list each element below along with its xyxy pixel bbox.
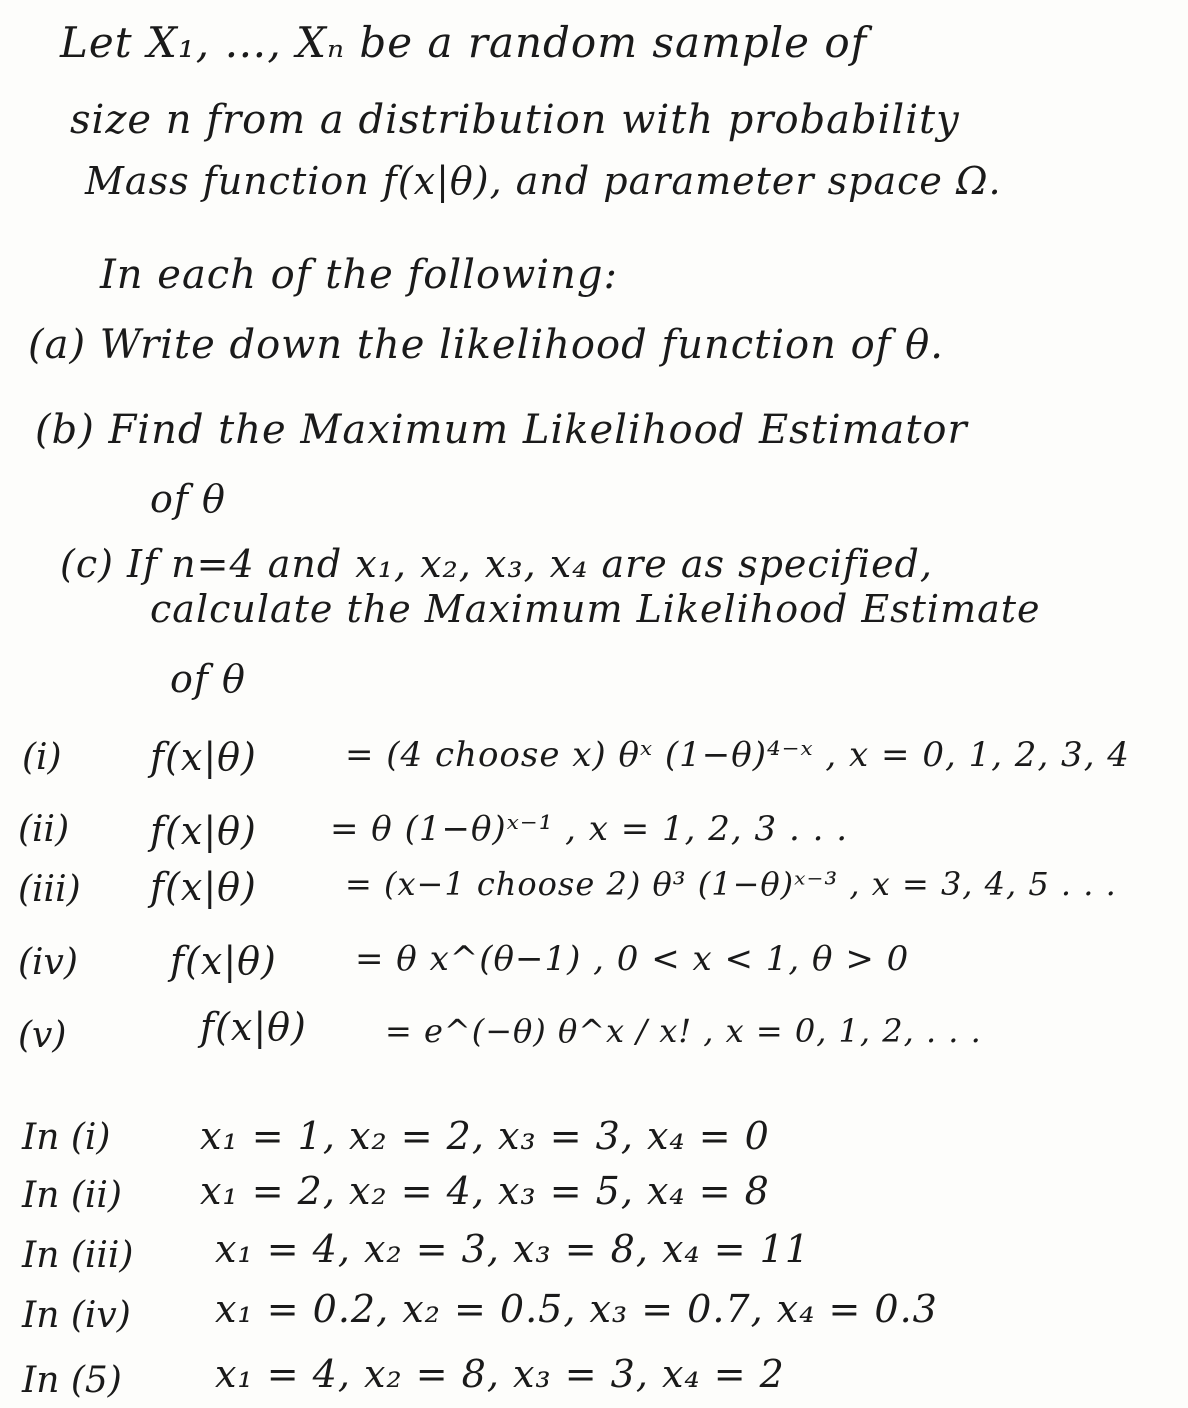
instructions-lead: In each of the following: (100, 252, 618, 298)
instruction-c-line-3: of θ (170, 657, 246, 701)
instruction-c-line-2: calculate the Maximum Likelihood Estimate (150, 587, 1041, 631)
instruction-c-line-1: (c) If n=4 and x₁, x₂, x₃, x₄ are as specified, (60, 542, 933, 586)
function-rhs-ii: = θ (1−θ)ˣ⁻¹ , x = 1, 2, 3 . . . (330, 809, 849, 849)
function-label-i: (i) (22, 737, 62, 778)
function-label-iv: (iv) (18, 942, 78, 983)
instruction-a: (a) Write down the likelihood function of θ. (28, 322, 944, 368)
function-label-v: (v) (18, 1015, 67, 1056)
intro-line-2: size n from a distribution with probability (70, 97, 960, 143)
data-label-v: In (5) (22, 1360, 122, 1401)
function-lhs-iv: f(x|θ) (170, 939, 277, 983)
data-label-iv: In (iv) (22, 1295, 131, 1336)
data-values-iii: x₁ = 4, x₂ = 3, x₃ = 8, x₄ = 11 (215, 1227, 811, 1271)
intro-line-3: Mass function f(x|θ), and parameter space Ω. (85, 159, 1002, 203)
data-label-ii: In (ii) (22, 1175, 122, 1216)
function-rhs-iii: = (x−1 choose 2) θ³ (1−θ)ˣ⁻³ , x = 3, 4, 5 . . . (345, 865, 1117, 903)
data-values-i: x₁ = 1, x₂ = 2, x₃ = 3, x₄ = 0 (200, 1114, 770, 1158)
intro-line-1: Let X₁, …, Xₙ be a random sample of (60, 18, 868, 67)
instruction-b-line-2: of θ (150, 477, 226, 521)
data-label-i: In (i) (22, 1117, 111, 1158)
instruction-b-line-1: (b) Find the Maximum Likelihood Estimator (35, 407, 968, 453)
function-rhs-i: = (4 choose x) θˣ (1−θ)⁴⁻ˣ , x = 0, 1, 2, 3, 4 (345, 735, 1130, 775)
function-lhs-i: f(x|θ) (150, 735, 257, 779)
data-values-iv: x₁ = 0.2, x₂ = 0.5, x₃ = 0.7, x₄ = 0.3 (215, 1287, 938, 1331)
function-label-ii: (ii) (18, 809, 70, 850)
data-values-ii: x₁ = 2, x₂ = 4, x₃ = 5, x₄ = 8 (200, 1169, 770, 1213)
function-lhs-ii: f(x|θ) (150, 809, 257, 853)
function-rhs-v: = e^(−θ) θ^x / x! , x = 0, 1, 2, . . . (385, 1012, 982, 1050)
function-label-iii: (iii) (18, 869, 81, 910)
function-rhs-iv: = θ x^(θ−1) , 0 < x < 1, θ > 0 (355, 939, 910, 979)
data-label-iii: In (iii) (22, 1235, 134, 1276)
function-lhs-v: f(x|θ) (200, 1005, 307, 1049)
data-values-v: x₁ = 4, x₂ = 8, x₃ = 3, x₄ = 2 (215, 1352, 785, 1396)
function-lhs-iii: f(x|θ) (150, 865, 257, 909)
